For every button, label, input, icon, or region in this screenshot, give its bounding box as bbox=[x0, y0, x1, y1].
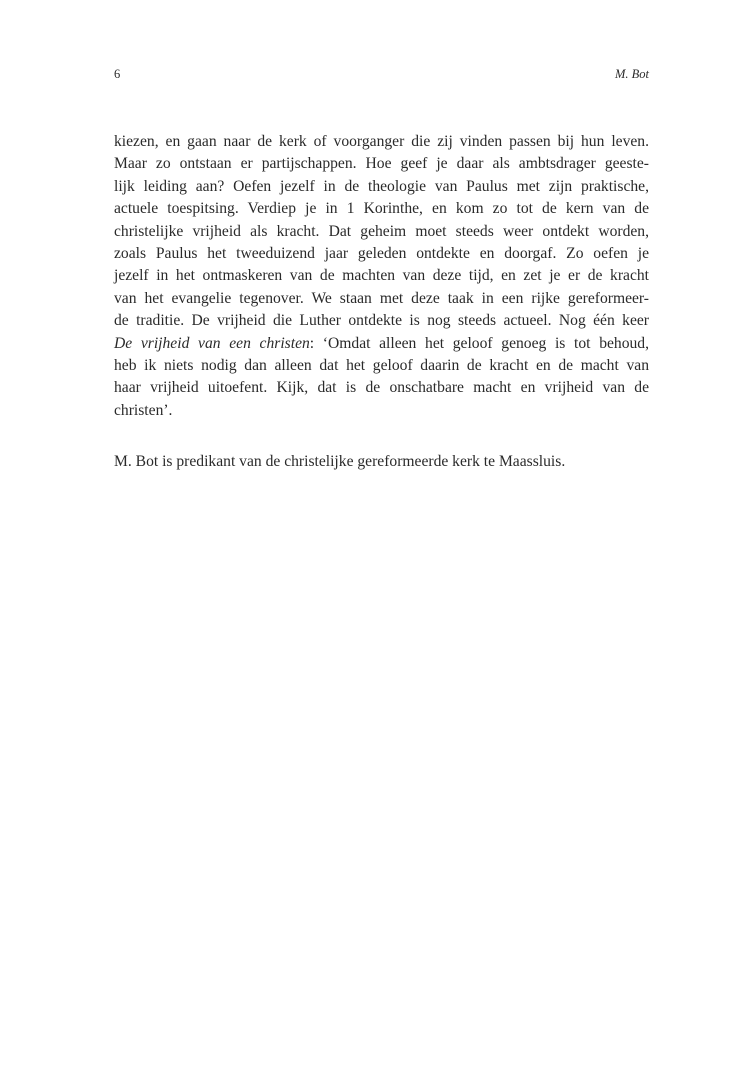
text-line: de traditie. De vrijheid die Luther ontdekte is nog steeds actueel. Nog één keer bbox=[114, 312, 649, 330]
text-line: jezelf in het ontmaskeren van de machten van deze tijd, en zet je er de kracht bbox=[114, 267, 649, 285]
text-line bbox=[114, 333, 649, 355]
body-paragraph bbox=[114, 131, 649, 422]
text-line: kiezen, en gaan naar de kerk of voorganger die zij vinden passen bij hun leven. bbox=[114, 133, 649, 150]
author-bio: M. Bot is predikant van de christelijke gereformeerde kerk te Maassluis. bbox=[114, 453, 566, 470]
text-line: zoals Paulus het tweeduizend jaar geleden ontdekte en doorgaf. Zo oefen je bbox=[114, 244, 649, 262]
text-line: christelijke vrijheid als kracht. Dat geheim moet steeds weer ontdekt worden, bbox=[114, 222, 649, 240]
page-number: 6 bbox=[114, 67, 121, 81]
book-title: De vrijheid van een christen bbox=[114, 334, 310, 352]
text-line: actuele toespitsing. Verdiep je in 1 Korinthe, en kom zo tot de kern van de bbox=[114, 200, 649, 218]
text-line: lijk leiding aan? Oefen jezelf in de theologie van Paulus met zijn praktische, bbox=[114, 177, 649, 195]
quote-start: : ‘Omdat alleen het geloof genoeg is tot behoud, bbox=[309, 334, 650, 352]
running-head bbox=[114, 65, 649, 83]
text-line: heb ik niets nodig dan alleen dat het geloof daarin de kracht en de macht van bbox=[114, 356, 649, 374]
text-line: haar vrijheid uitoefent. Kijk, dat is de onschatbare macht en vrijheid van de bbox=[114, 379, 649, 397]
running-head-author: M. Bot bbox=[614, 67, 649, 81]
text-line: Maar zo ontstaan er partijschappen. Hoe geef je daar als ambtsdrager geeste- bbox=[114, 155, 649, 173]
text-line: van het evangelie tegenover. We staan met deze taak in een rijke gereformeer- bbox=[114, 289, 649, 307]
text-line: christen’. bbox=[114, 401, 173, 419]
